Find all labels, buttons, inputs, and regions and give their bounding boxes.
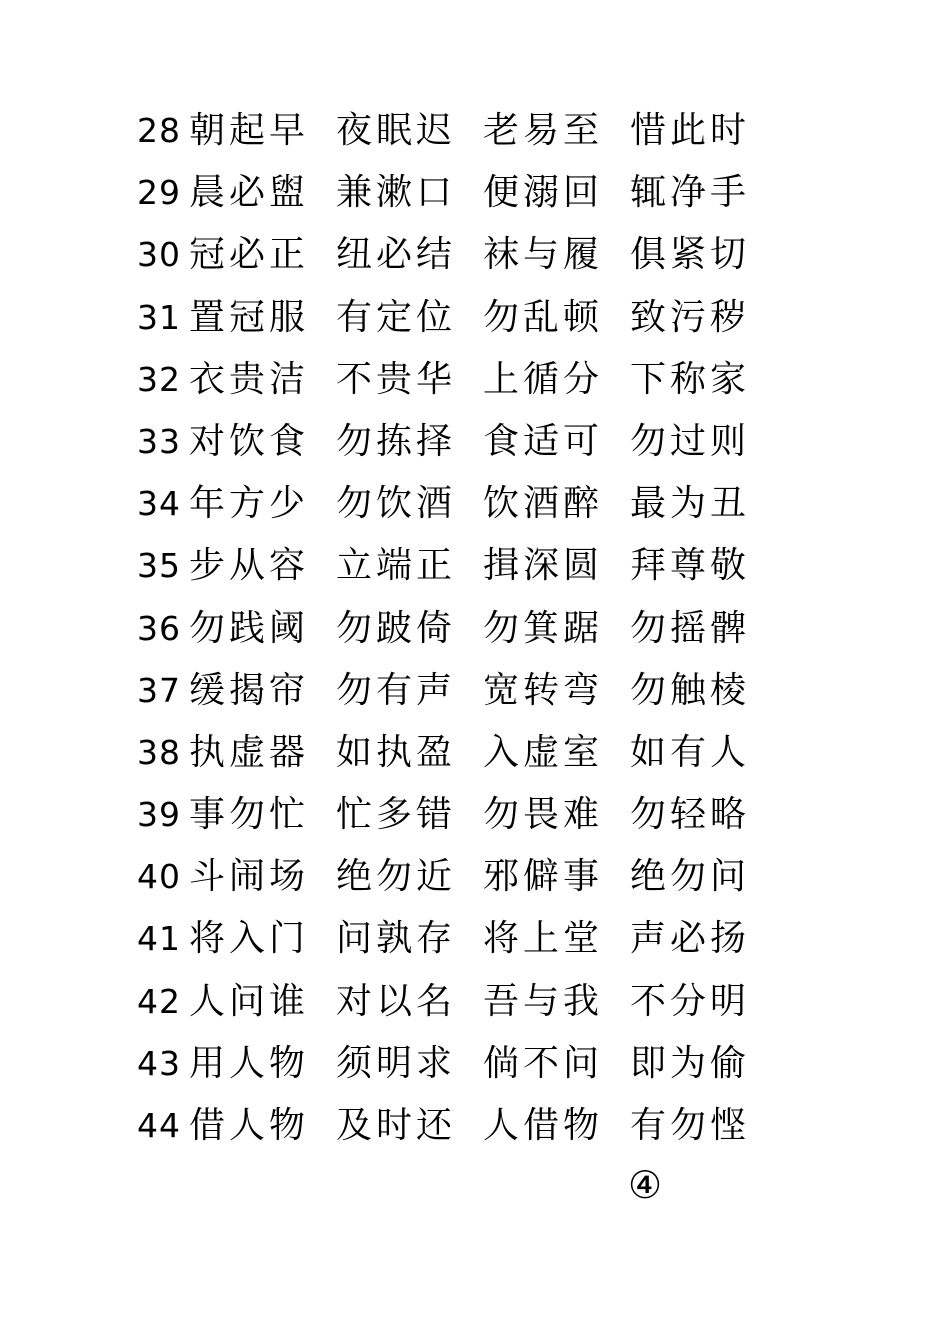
verse-line <box>137 224 837 286</box>
verse-phrase: 入虚室 <box>483 731 604 773</box>
verse-phrase: 及时还 <box>336 1105 457 1146</box>
verse-phrase: 勿乱顿 <box>483 296 604 338</box>
verse-phrase: 揖深圆 <box>483 545 604 587</box>
verse-phrase: 夜眠迟 <box>336 110 457 151</box>
line-number: 31 <box>137 297 181 337</box>
verse-phrase: 勿畏难 <box>483 794 604 836</box>
verse-line <box>137 1033 837 1095</box>
verse-phrase: 冠必正 <box>189 234 310 276</box>
line-number: 35 <box>137 546 181 586</box>
verse-line <box>137 287 837 349</box>
verse-line <box>137 722 837 784</box>
verse-phrase: 将上堂 <box>483 918 604 960</box>
verse-phrase: 勿过则 <box>630 420 751 462</box>
line-number: 34 <box>137 484 181 524</box>
verse-phrase: 朝起早 <box>189 110 310 151</box>
verse-phrase: 事勿忙 <box>189 794 310 836</box>
verse-phrase: 对饮食 <box>189 420 310 462</box>
verse-phrase: 立端正 <box>336 545 457 587</box>
line-number: 36 <box>137 608 181 648</box>
verse-phrase: 纽必结 <box>336 234 457 276</box>
line-number: 43 <box>137 1043 181 1083</box>
verse-phrase: 上循分 <box>483 358 604 400</box>
verse-phrase: 宽转弯 <box>483 669 604 711</box>
verse-phrase: 勿跛倚 <box>336 607 457 649</box>
verse-phrase: 便溺回 <box>483 172 604 214</box>
verse-phrase: 饮酒醉 <box>483 483 604 525</box>
verse-phrase: 晨必盥 <box>189 172 310 214</box>
verse-phrase: 拜尊敬 <box>630 545 751 587</box>
verse-phrase: 对以名 <box>336 980 457 1022</box>
verse-phrase: 勿轻略 <box>630 794 751 836</box>
line-number: 29 <box>137 173 181 213</box>
verse-phrase: 致污秽 <box>630 296 751 338</box>
verse-phrase: 问孰存 <box>336 918 457 960</box>
verse-phrase: 袜与履 <box>483 234 604 276</box>
line-number: 38 <box>137 732 181 772</box>
verse-phrase: 俱紧切 <box>630 234 751 276</box>
verse-line <box>137 598 837 660</box>
verse-phrase: 忙多错 <box>336 794 457 836</box>
verse-line <box>137 846 837 908</box>
verse-lines <box>137 100 837 1157</box>
verse-line <box>137 660 837 722</box>
verse-phrase: 吾与我 <box>483 980 604 1022</box>
verse-line <box>137 908 837 970</box>
verse-phrase: 勿触棱 <box>630 669 751 711</box>
verse-phrase: 惜此时 <box>630 110 751 151</box>
verse-line <box>137 100 837 162</box>
verse-phrase: 邪僻事 <box>483 856 604 898</box>
verse-phrase: 食适可 <box>483 420 604 462</box>
line-number: 28 <box>137 111 181 150</box>
verse-phrase: 人借物 <box>483 1105 604 1146</box>
verse-phrase: 勿摇髀 <box>630 607 751 649</box>
verse-line <box>137 162 837 224</box>
verse-phrase: 用人物 <box>189 1042 310 1084</box>
verse-phrase: 衣贵洁 <box>189 358 310 400</box>
verse-line <box>137 411 837 473</box>
line-number: 42 <box>137 981 181 1021</box>
verse-phrase: 兼漱口 <box>336 172 457 214</box>
verse-phrase: 置冠服 <box>189 296 310 338</box>
verse-phrase: 有勿悭 <box>630 1105 751 1146</box>
verse-line <box>137 971 837 1033</box>
verse-phrase: 即为偷 <box>630 1042 751 1084</box>
verse-phrase: 绝勿近 <box>336 856 457 898</box>
line-number: 40 <box>137 857 181 897</box>
verse-phrase: 最为丑 <box>630 483 751 525</box>
verse-phrase: 斗闹场 <box>189 856 310 898</box>
verse-phrase: 借人物 <box>189 1105 310 1146</box>
verse-line <box>137 535 837 597</box>
line-number: 33 <box>137 421 181 461</box>
verse-line <box>137 1095 837 1157</box>
verse-phrase: 老易至 <box>483 110 604 151</box>
verse-phrase: 勿有声 <box>336 669 457 711</box>
verse-phrase: 辄净手 <box>630 172 751 214</box>
verse-phrase: 如有人 <box>630 731 751 773</box>
verse-phrase: 勿践阈 <box>189 607 310 649</box>
verse-phrase: 勿饮酒 <box>336 483 457 525</box>
line-number: 44 <box>137 1106 181 1145</box>
page-number: ④ <box>628 1163 663 1207</box>
line-number: 37 <box>137 670 181 710</box>
verse-line <box>137 784 837 846</box>
verse-phrase: 不分明 <box>630 980 751 1022</box>
verse-phrase: 下称家 <box>630 358 751 400</box>
verse-phrase: 执虚器 <box>189 731 310 773</box>
verse-line <box>137 349 837 411</box>
verse-phrase: 声必扬 <box>630 918 751 960</box>
verse-phrase: 有定位 <box>336 296 457 338</box>
line-number: 41 <box>137 919 181 959</box>
line-number: 32 <box>137 359 181 399</box>
verse-phrase: 缓揭帘 <box>189 669 310 711</box>
verse-phrase: 人问谁 <box>189 980 310 1022</box>
verse-phrase: 绝勿问 <box>630 856 751 898</box>
line-number: 39 <box>137 795 181 835</box>
verse-phrase: 步从容 <box>189 545 310 587</box>
verse-phrase: 如执盈 <box>336 731 457 773</box>
verse-phrase: 倘不问 <box>483 1042 604 1084</box>
verse-line <box>137 473 837 535</box>
verse-phrase: 勿拣择 <box>336 420 457 462</box>
verse-phrase: 勿箕踞 <box>483 607 604 649</box>
line-number: 30 <box>137 235 181 275</box>
verse-phrase: 须明求 <box>336 1042 457 1084</box>
verse-phrase: 不贵华 <box>336 358 457 400</box>
verse-phrase: 将入门 <box>189 918 310 960</box>
verse-phrase: 年方少 <box>189 483 310 525</box>
